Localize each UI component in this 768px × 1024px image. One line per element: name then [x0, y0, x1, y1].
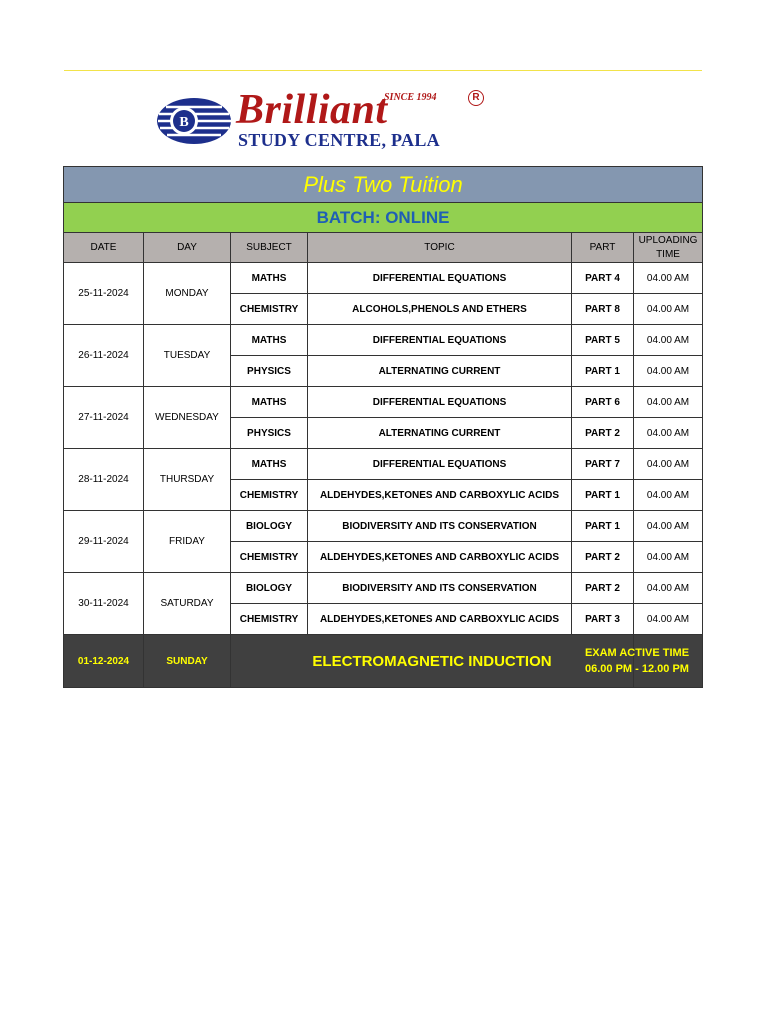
subject-cell: CHEMISTRY: [231, 542, 308, 573]
exam-time-block: [572, 645, 702, 677]
day-cell: MONDAY: [144, 263, 231, 325]
brand-subtitle: STUDY CENTRE, PALA: [238, 130, 440, 150]
time-cell: 04.00 AM: [634, 511, 703, 542]
column-header-uploading-time: [634, 233, 703, 263]
part-cell: PART 4: [572, 263, 634, 294]
subject-cell: BIOLOGY: [231, 511, 308, 542]
subject-cell: CHEMISTRY: [231, 480, 308, 511]
schedule-table: [63, 166, 703, 688]
column-header-part: PART: [572, 233, 634, 263]
topic-cell: DIFFERENTIAL EQUATIONS: [308, 263, 572, 294]
time-cell: 04.00 AM: [634, 449, 703, 480]
subject-cell: MATHS: [231, 449, 308, 480]
column-header-day: DAY: [144, 233, 231, 263]
part-cell: PART 8: [572, 294, 634, 325]
table-row: [64, 387, 703, 418]
topic-cell: BIODIVERSITY AND ITS CONSERVATION: [308, 511, 572, 542]
day-cell: SATURDAY: [144, 573, 231, 635]
day-cell: TUESDAY: [144, 325, 231, 387]
column-header-topic: TOPIC: [308, 233, 572, 263]
table-row: [64, 263, 703, 294]
time-cell: 04.00 AM: [634, 418, 703, 449]
table-row: [64, 325, 703, 356]
subject-cell: PHYSICS: [231, 356, 308, 387]
registered-mark-icon: R: [468, 90, 484, 106]
date-cell: 25-11-2024: [64, 263, 144, 325]
subject-cell: PHYSICS: [231, 418, 308, 449]
time-cell: 04.00 AM: [634, 604, 703, 635]
topic-cell: ALDEHYDES,KETONES AND CARBOXYLIC ACIDS: [308, 542, 572, 573]
part-cell: PART 1: [572, 356, 634, 387]
date-cell: 27-11-2024: [64, 387, 144, 449]
subject-cell: MATHS: [231, 325, 308, 356]
exam-time-window: 06.00 PM - 12.00 PM: [585, 663, 689, 675]
time-cell: 04.00 AM: [634, 263, 703, 294]
part-cell: PART 2: [572, 418, 634, 449]
column-header-date: DATE: [64, 233, 144, 263]
subject-cell: MATHS: [231, 263, 308, 294]
subject-cell: MATHS: [231, 387, 308, 418]
column-header-time-line1: UPLOADING: [638, 234, 698, 246]
topic-cell: ALCOHOLS,PHENOLS AND ETHERS: [308, 294, 572, 325]
brand-name: Brilliant: [236, 87, 388, 133]
part-cell: PART 6: [572, 387, 634, 418]
batch-label: BATCH: ONLINE: [64, 203, 703, 233]
part-cell: PART 1: [572, 480, 634, 511]
part-cell: PART 1: [572, 511, 634, 542]
page-title: Plus Two Tuition: [64, 167, 703, 203]
table-row: [64, 511, 703, 542]
topic-cell: BIODIVERSITY AND ITS CONSERVATION: [308, 573, 572, 604]
column-header-time-line2: TIME: [656, 248, 680, 260]
exam-date-cell: 01-12-2024: [64, 635, 144, 688]
part-cell: PART 2: [572, 573, 634, 604]
batch-row: [64, 203, 703, 233]
topic-cell: ALTERNATING CURRENT: [308, 418, 572, 449]
top-divider: [64, 70, 702, 71]
part-cell: PART 5: [572, 325, 634, 356]
subject-cell: CHEMISTRY: [231, 294, 308, 325]
date-cell: 26-11-2024: [64, 325, 144, 387]
since-tag: SINCE 1994: [384, 92, 437, 103]
topic-cell: DIFFERENTIAL EQUATIONS: [308, 449, 572, 480]
time-cell: 04.00 AM: [634, 573, 703, 604]
subject-cell: CHEMISTRY: [231, 604, 308, 635]
date-cell: 28-11-2024: [64, 449, 144, 511]
exam-day-cell: SUNDAY: [144, 635, 231, 688]
day-cell: THURSDAY: [144, 449, 231, 511]
exam-row: [64, 635, 703, 688]
time-cell: 04.00 AM: [634, 356, 703, 387]
date-cell: 29-11-2024: [64, 511, 144, 573]
day-cell: WEDNESDAY: [144, 387, 231, 449]
time-cell: 04.00 AM: [634, 387, 703, 418]
topic-cell: ALDEHYDES,KETONES AND CARBOXYLIC ACIDS: [308, 604, 572, 635]
exam-topic-cell: ELECTROMAGNETIC INDUCTION: [231, 635, 634, 688]
exam-time-label: EXAM ACTIVE TIME: [584, 647, 690, 659]
table-row: [64, 449, 703, 480]
topic-cell: DIFFERENTIAL EQUATIONS: [308, 387, 572, 418]
part-cell: PART 3: [572, 604, 634, 635]
subject-cell: BIOLOGY: [231, 573, 308, 604]
part-cell: PART 7: [572, 449, 634, 480]
topic-cell: ALDEHYDES,KETONES AND CARBOXYLIC ACIDS: [308, 480, 572, 511]
topic-cell: DIFFERENTIAL EQUATIONS: [308, 325, 572, 356]
table-row: [64, 573, 703, 604]
column-header-row: [64, 233, 703, 263]
topic-cell: ALTERNATING CURRENT: [308, 356, 572, 387]
exam-time-cell: [584, 635, 703, 688]
globe-emblem-icon: [156, 96, 236, 146]
part-cell: PART 2: [572, 542, 634, 573]
time-cell: 04.00 AM: [634, 542, 703, 573]
emblem-letter: B: [179, 115, 189, 130]
column-header-subject: SUBJECT: [231, 233, 308, 263]
day-cell: FRIDAY: [144, 511, 231, 573]
time-cell: 04.00 AM: [634, 294, 703, 325]
title-row: [64, 167, 703, 203]
date-cell: 30-11-2024: [64, 573, 144, 635]
time-cell: 04.00 AM: [634, 480, 703, 511]
time-cell: 04.00 AM: [634, 325, 703, 356]
brand-logo: [156, 87, 496, 154]
